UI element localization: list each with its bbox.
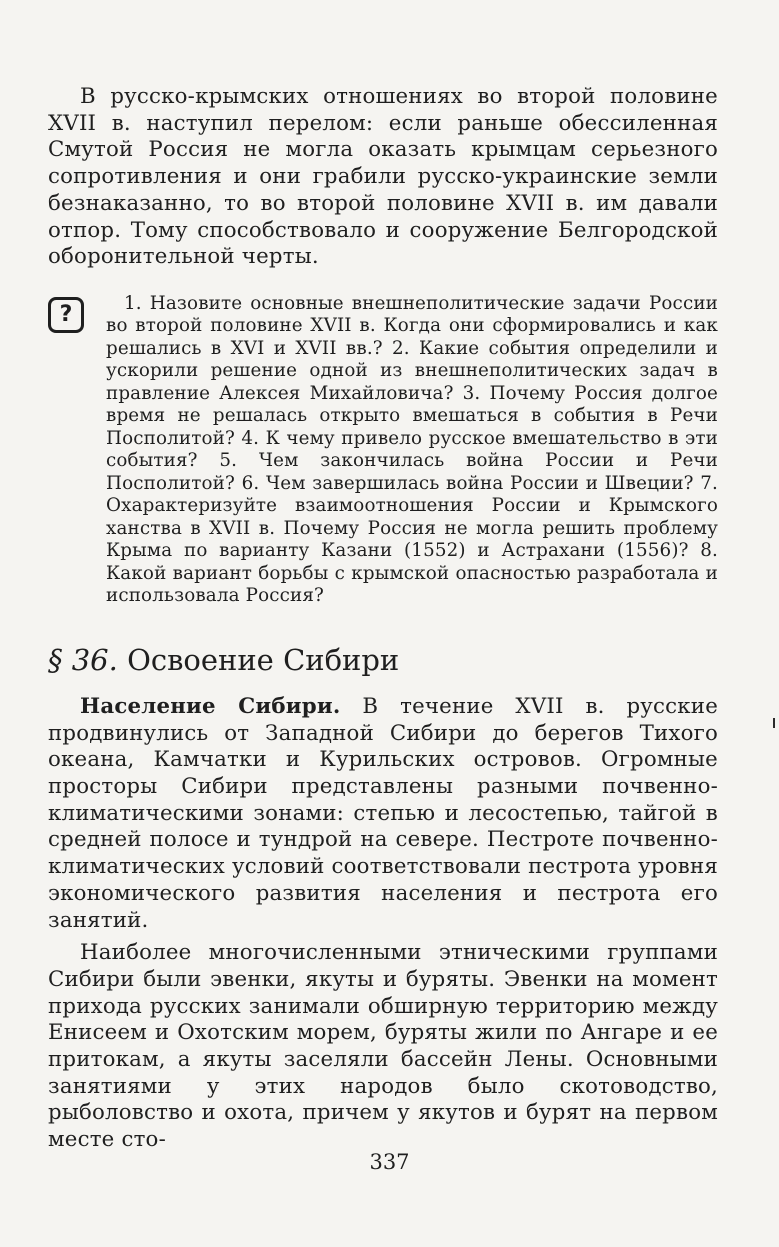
review-questions [48, 293, 718, 608]
section-title: Освоение Сибири [127, 642, 400, 677]
paragraph-siberia-population [48, 694, 718, 934]
paragraph-body: В течение XVII в. русские продвинулись от Западной Сибири до берегов Тихого океана, Камчатки и Курильских островов. Огромные просторы Сибири представлены разными почвенно-климатическими зонами: степью и лесостепью, тайгой в средней полосе и тундрой на севере. Пестроте почвенно-климатических условий соответствовали пестрота уровня экономического развития населения и пестрота его занятий. [48, 693, 718, 933]
question-mark-icon: ? [48, 297, 84, 333]
page-number: 337 [369, 1150, 410, 1174]
section-heading [48, 642, 718, 678]
paragraph-ethnic-groups: Наиболее многочисленными этническими группами Сибири были эвенки, якуты и буряты. Эвенки на момент прихода русских занимали обширную территорию между Енисеем и Охотским морем, буряты жили по Ангаре и ее притокам, а якуты заселяли бассейн Лены. Основными занятиями у этих народов было скотоводство, рыболовство и охота, причем у якутов и бурят на первом месте сто- [48, 940, 718, 1153]
page-content [48, 84, 718, 1154]
questions-text: 1. Назовите основные внешнеполитические задачи России во второй половине XVII в. Когда они сформировались и как решались в XVI и XVII вв.? 2. Какие события определили и ускорили решение одной из внешнеполитических задач в правление Алексея Михайловича? 3. Почему Россия долгое время не решалась открыто вмешаться в события в Речи Посполитой? 4. К чему привело русское вмешательство в эти события? 5. Чем закончилась война России и Речи Посполитой? 6. Чем завершилась война России и Швеции? 7. Охарактеризуйте взаимоотношения России и Крымского ханства в XVII в. Почему Россия не могла решить проблему Крыма по варианту Казани (1552) и Астрахани (1556)? 8. Какой вариант борьбы с крымской опасностью разработала и использовала Россия? [106, 292, 718, 607]
scan-edge-mark [773, 718, 775, 728]
paragraph-lead-heading: Население Сибири. [80, 693, 341, 719]
paragraph-crimea-relations: В русско-крымских отношениях во второй половине XVII в. наступил перелом: если раньше обессиленная Смутой Россия не могла оказать крымцам серьезного сопротивления и они грабили русско-украинские земли безнаказанно, то во второй половине XVII в. им давали отпор. Тому способствовало и сооружение Белгородской оборонительной черты. [48, 84, 718, 270]
section-number: § 36. [48, 642, 118, 677]
